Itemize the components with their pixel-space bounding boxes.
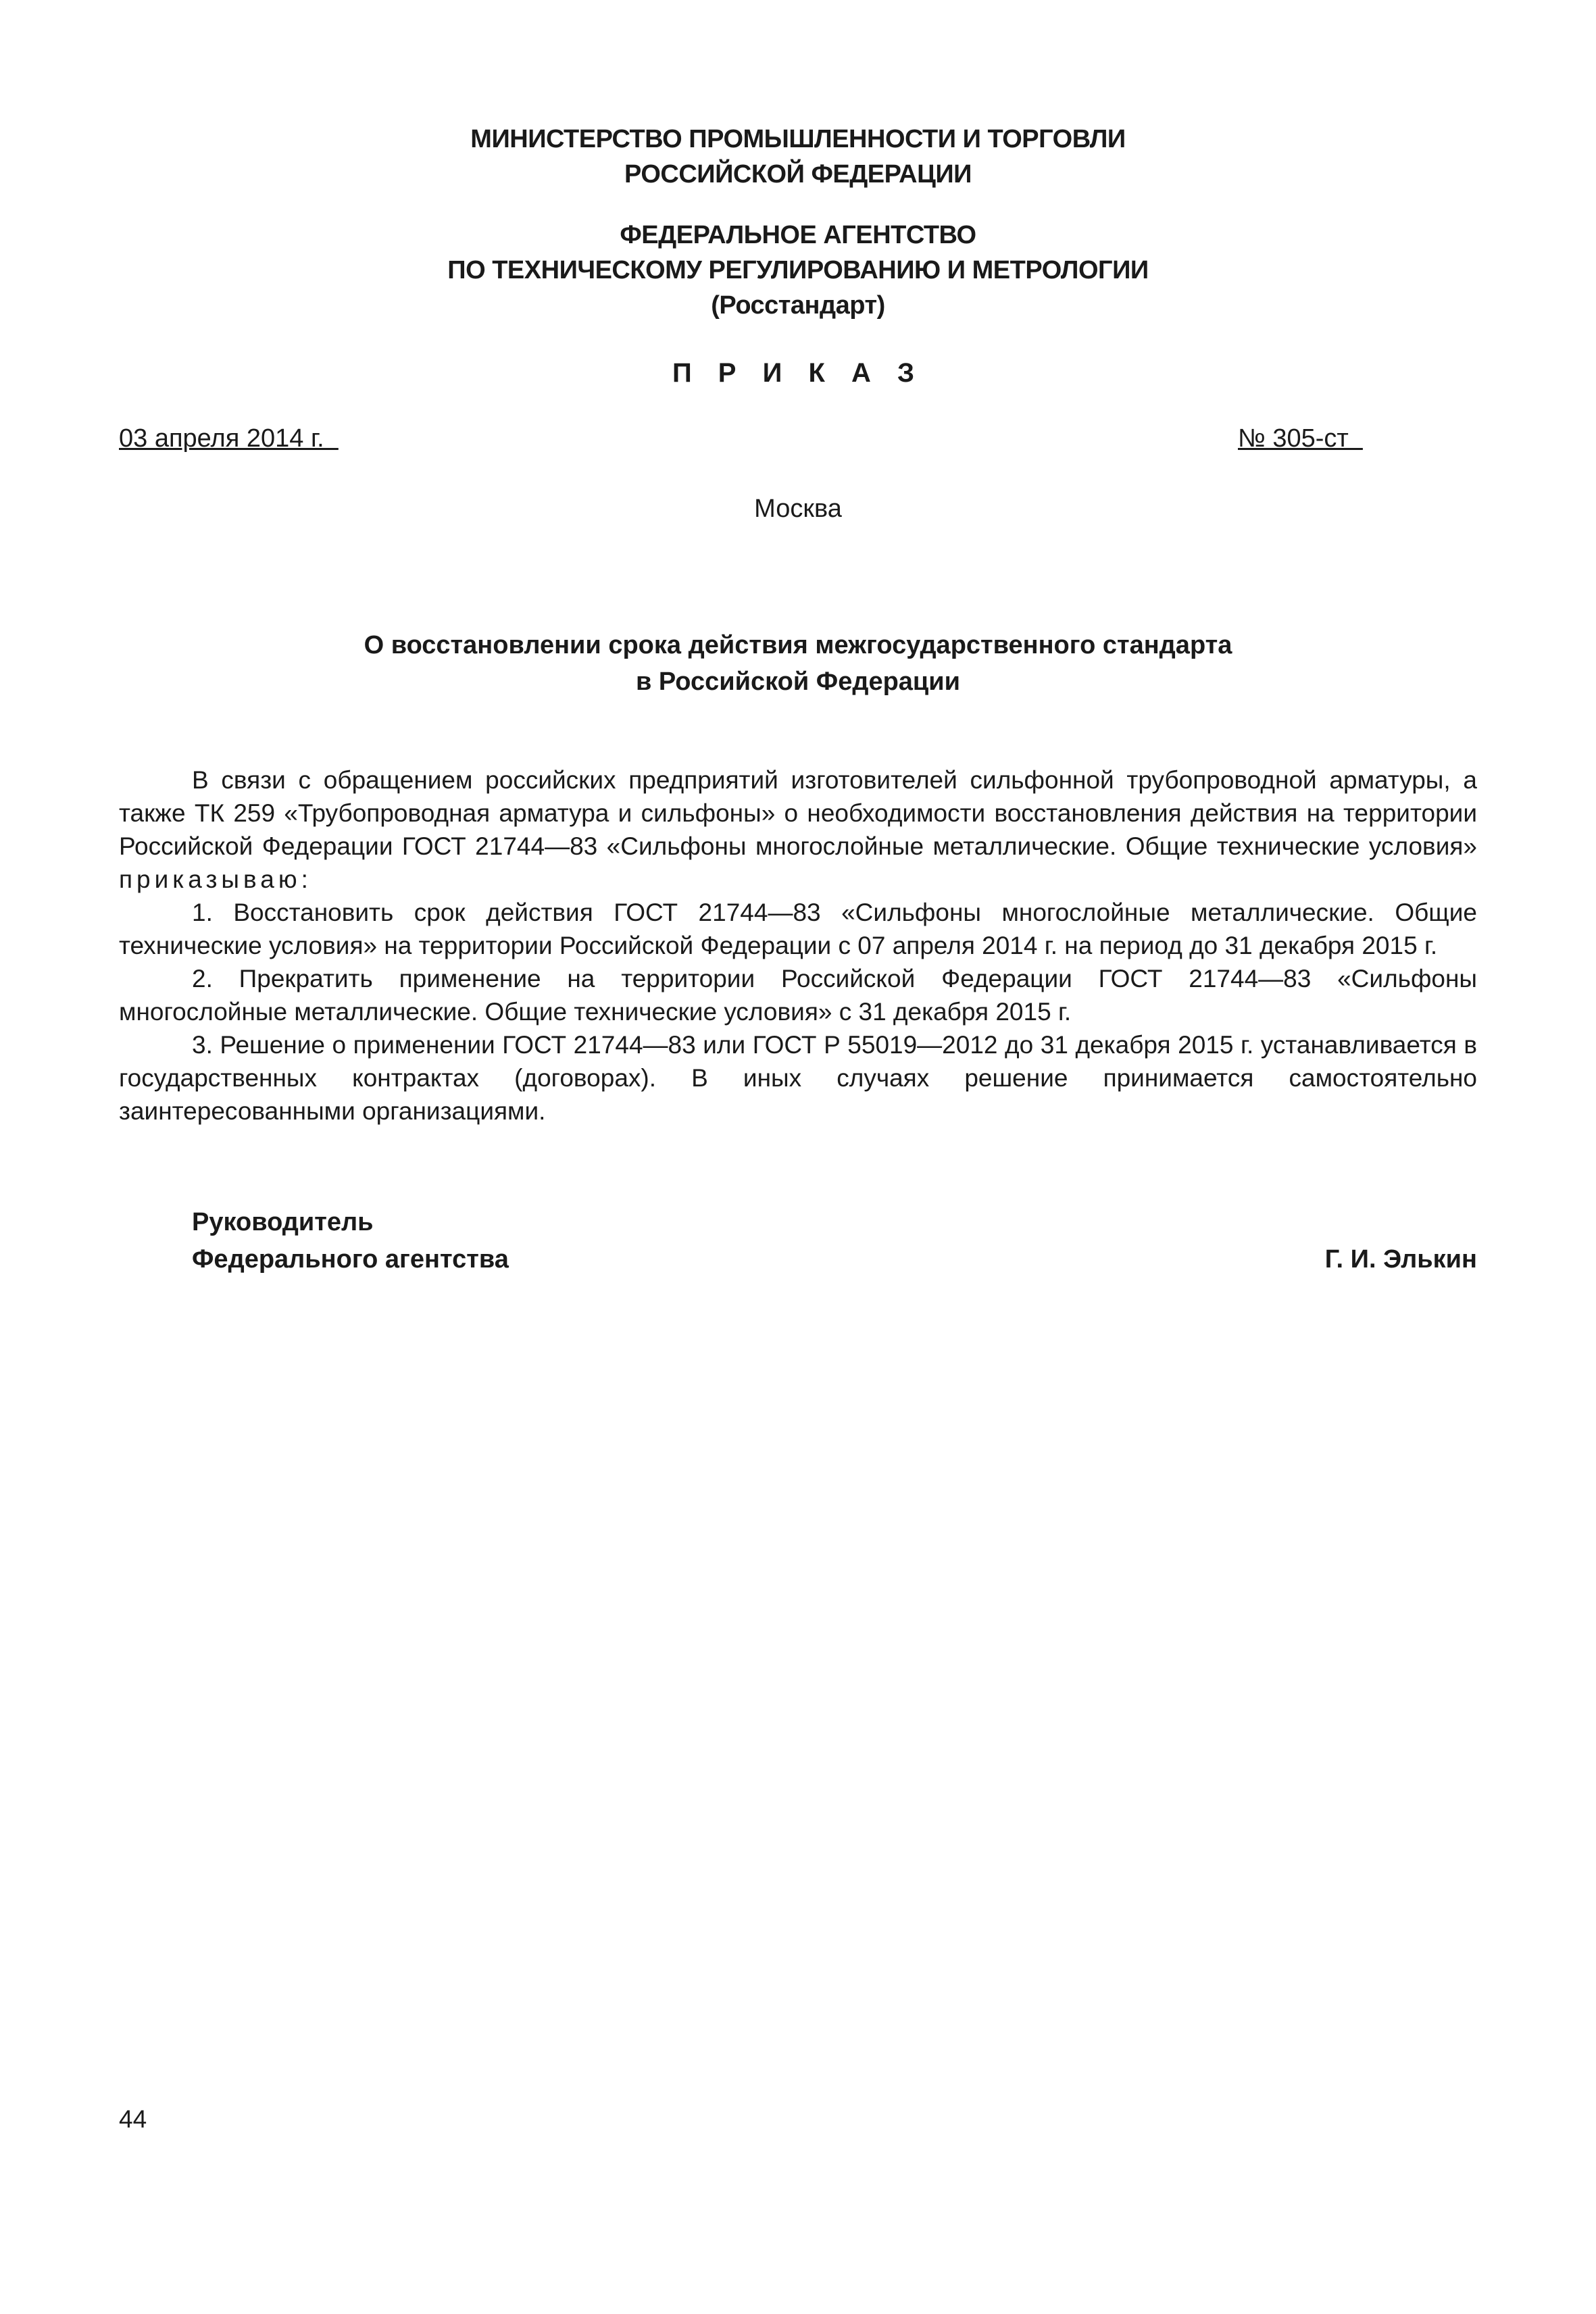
signatory-position-line-2: Федерального агентства: [192, 1245, 509, 1274]
order-item-2: 2. Прекратить применение на территории Российской Федерации ГОСТ 21744—83 «Сильфоны многослойные металлические. Общие технические условия» с 31 декабря 2015 г.: [119, 965, 1477, 1026]
agency-header: [0, 218, 1596, 323]
ministry-header: [0, 122, 1596, 192]
subject-line-2: в Российской Федерации: [635, 668, 961, 696]
document-date: 03 апреля 2014 г.: [119, 424, 339, 453]
document-type: П Р И К А З: [672, 358, 924, 388]
order-word: приказываю:: [119, 865, 312, 893]
intro-paragraph: [119, 763, 1477, 896]
subject-line-1: О восстановлении срока действия межгосударственного стандарта: [364, 631, 1232, 659]
intro-text: В связи с обращением российских предприятий изготовителей сильфонной трубопроводной арматуры, а также ТК 259 «Трубопроводная арматура и сильфоны» о необходимости восстановления действия на территории Российской Федерации ГОСТ 21744—83 «Сильфоны многослойные металлические. Общие технические условия»: [119, 766, 1477, 860]
signatory-position-line-1: Руководитель: [192, 1208, 374, 1236]
document-number: № 305-ст: [1238, 424, 1363, 453]
document-subject: [0, 627, 1596, 700]
order-item-3: 3. Решение о применении ГОСТ 21744—83 или ГОСТ Р 55019—2012 до 31 декабря 2015 г. устанавливается в государственных контрактах (договорах). В иных случаях решение принимается самостоятельно заинтересованными организациями.: [119, 1031, 1477, 1125]
ministry-line-1: МИНИСТЕРСТВО ПРОМЫШЛЕННОСТИ И ТОРГОВЛИ: [470, 125, 1126, 153]
order-item-1: 1. Восстановить срок действия ГОСТ 21744—83 «Сильфоны многослойные металлические. Общие технические условия» на территории Российской Федерации с 07 апреля 2014 г. на период до 31 декабря 2015 г.: [119, 899, 1477, 959]
agency-line-2: ПО ТЕХНИЧЕСКОМУ РЕГУЛИРОВАНИЮ И МЕТРОЛОГИИ: [447, 256, 1149, 284]
document-body: [119, 763, 1477, 1128]
ministry-line-2: РОССИЙСКОЙ ФЕДЕРАЦИИ: [624, 160, 972, 188]
signatory-name: Г. И. Элькин: [1324, 1245, 1477, 1274]
signatory-position: [192, 1204, 509, 1278]
agency-line-3: (Росстандарт): [711, 291, 885, 320]
document-city: Москва: [754, 495, 842, 523]
page-number: 44: [119, 2105, 147, 2133]
agency-line-1: ФЕДЕРАЛЬНОЕ АГЕНТСТВО: [620, 221, 976, 249]
